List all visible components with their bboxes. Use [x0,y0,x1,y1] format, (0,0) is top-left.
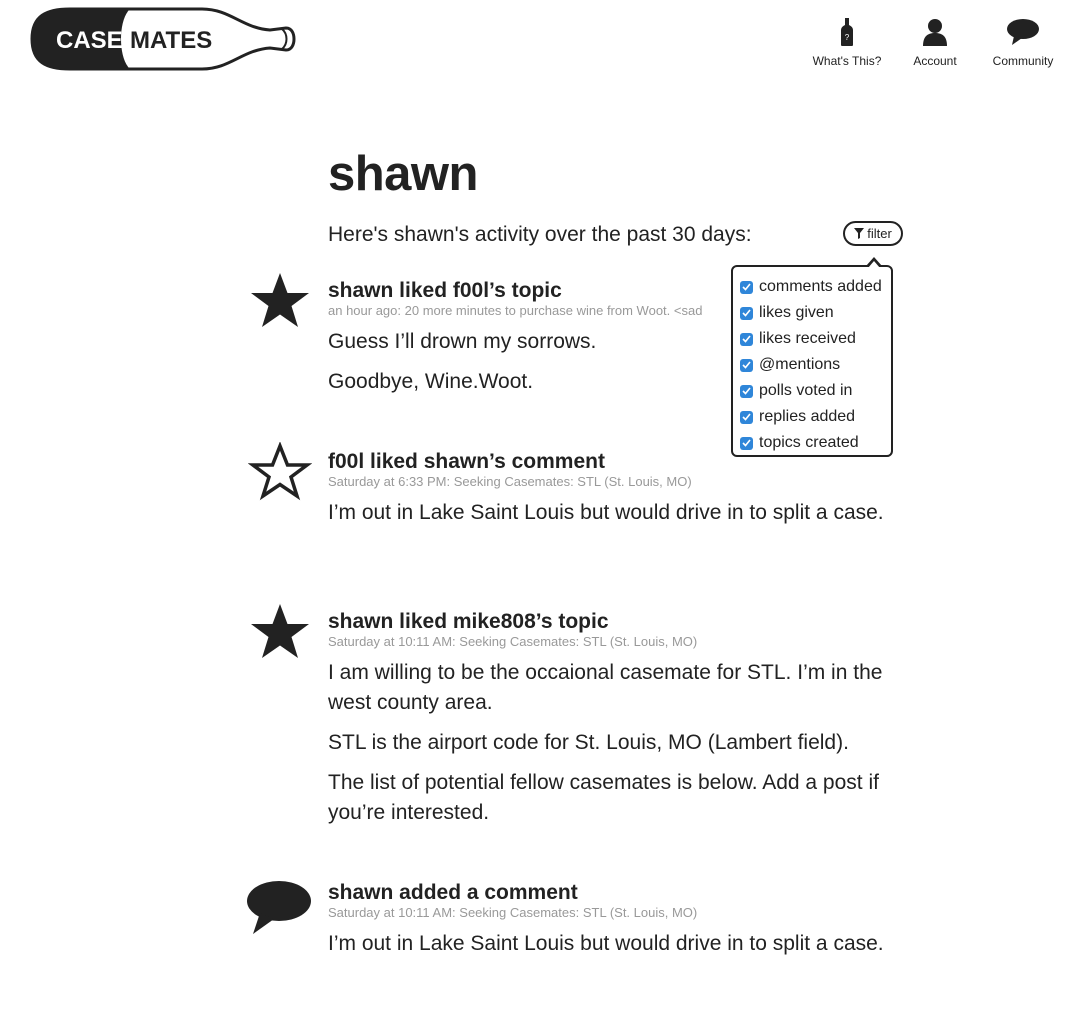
filter-option-label: polls voted in [759,382,853,399]
activity-item [328,450,908,528]
comment-bubble-icon [246,879,312,935]
activity-title[interactable]: shawn added a comment [328,881,578,904]
filter-option-label: @mentions [759,356,841,373]
checkbox-checked-icon[interactable] [740,437,753,450]
filter-option-topics-created[interactable] [740,430,891,456]
nav-account[interactable] [909,16,961,68]
activity-paragraph: I’m out in Lake Saint Louis but would drive in to split a case. [328,501,884,524]
filter-option-mentions[interactable] [740,352,891,378]
activity-meta[interactable]: Saturday at 10:11 AM: Seeking Casemates: STL (St. Louis, MO) [328,634,698,649]
bottle-icon [840,18,854,46]
user-icon [922,18,948,46]
activity-paragraph: Guess I’ll drown my sorrows. [328,330,597,353]
svg-text:?: ? [844,33,850,42]
activity-title[interactable]: shawn liked mike808’s topic [328,610,609,633]
activity-meta[interactable]: an hour ago: 20 more minutes to purchase wine from Woot. <sad [328,303,703,318]
filter-popover [731,265,893,457]
nav-label: Community [992,54,1054,68]
filter-option-label: likes received [759,330,856,347]
nav-whats-this[interactable] [809,16,885,68]
filter-option-comments-added[interactable] [740,274,891,300]
logo-text-right: MATES [130,27,213,54]
filter-label: filter [867,226,892,241]
filter-option-label: comments added [759,278,882,295]
activity-meta[interactable]: Saturday at 6:33 PM: Seeking Casemates: STL (St. Louis, MO) [328,474,692,489]
filter-option-replies-added[interactable] [740,404,891,430]
activity-title[interactable]: f00l liked shawn’s comment [328,450,605,473]
checkbox-checked-icon[interactable] [740,411,753,424]
filter-button[interactable] [843,221,903,246]
activity-body [328,498,908,528]
filter-option-polls-voted-in[interactable] [740,378,891,404]
activity-meta[interactable]: Saturday at 10:11 AM: Seeking Casemates: STL (St. Louis, MO) [328,905,698,920]
checkbox-checked-icon[interactable] [740,333,753,346]
activity-intro: Here's shawn's activity over the past 30 days: [328,223,752,246]
activity-paragraph: I’m out in Lake Saint Louis but would drive in to split a case. [328,932,884,955]
funnel-icon [854,228,864,239]
nav-label: What's This? [812,54,882,68]
activity-item [328,881,908,959]
filter-option-label: replies added [759,408,856,425]
casemates-logo[interactable] [30,6,296,72]
profile-name: shawn [328,147,478,201]
activity-body [328,658,908,828]
filter-option-likes-given[interactable] [740,300,891,326]
checkbox-checked-icon[interactable] [740,359,753,372]
bottle-logo-icon [30,6,296,72]
checkbox-checked-icon[interactable] [740,281,753,294]
filter-option-likes-received[interactable] [740,326,891,352]
checkbox-checked-icon[interactable] [740,307,753,320]
activity-paragraph: Goodbye, Wine.Woot. [328,370,534,393]
activity-paragraph: The list of potential fellow casemates is below. Add a post if you’re interested. [328,771,879,824]
logo-text-left: CASE [56,27,123,54]
filter-option-label: likes given [759,304,834,321]
checkbox-checked-icon[interactable] [740,385,753,398]
star-outline-icon [248,442,312,502]
nav-label: Account [913,54,957,68]
nav-community[interactable] [990,16,1056,68]
star-filled-icon [248,271,312,331]
filter-option-label: topics created [759,434,859,451]
star-filled-icon [248,602,312,662]
speech-bubble-icon [1006,18,1040,46]
activity-title[interactable]: shawn liked f00l’s topic [328,279,562,302]
activity-paragraph: STL is the airport code for St. Louis, MO (Lambert field). [328,731,849,754]
activity-item [328,610,908,828]
activity-paragraph: I am willing to be the occaional casemate for STL. I’m in the west county area. [328,661,883,714]
activity-body [328,929,908,959]
